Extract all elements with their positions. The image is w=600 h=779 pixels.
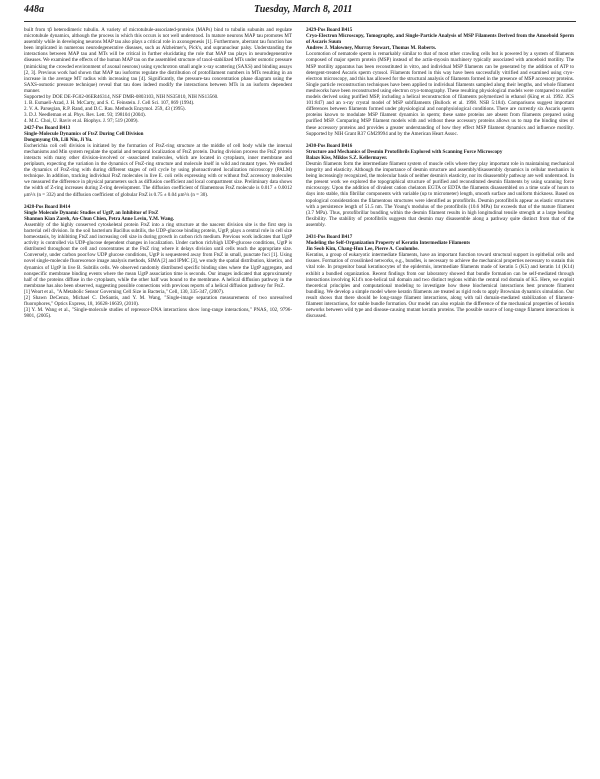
- abstract-authors: Jin Seob Kim, Chang-Hun Lee, Pierre A. Coulombe.: [306, 246, 419, 253]
- abstract-number: 2430-Pos Board B416: [306, 142, 353, 149]
- abstract-authors: Balazs Kiss, Miklos S.Z. Kellermayer.: [306, 154, 388, 161]
- reference: [2] Shawn DeCenzo, Michael C. DeSantis, and Y. M. Wang, "Single-image separation measurements of two unresolved fluorophores," Optics Express, 18, 16628-16639, (2010).: [24, 295, 292, 308]
- abstract-title: Single Molecule Dynamic Studies of UgtP, an Inhibitor of FtsZ: [24, 209, 159, 216]
- abstract-authors: Andrew J. Malowney, Murray Stewart, Thomas M. Roberts.: [306, 45, 437, 52]
- abstract-body: Assembly of the highly conserved cytoskeletal protein FtsZ into a ring structure at the nascent division site is the first step in bacterial cell division. In the soil bacterium Bacillus subtilis, the UDP-glucose binding protein, UgtP, plays a central role in cell size homeostasis, by inhibiting FtsZ and increasing cell size in during growth in carbon rich medium. Previous work indicates that UgtP activity is controlled via UDP-glucose dependent changes in localization. Under carbon rich/high UDP-glucose conditions, UgtP is distributed throughout the cell and concentrates at the FtsZ ring where it delays division until cells reach the appropriate size. Conversely, under carbon poor/low UDP glucose conditions, UgtP is sequestered away from FtsZ in small, punctate foci [1]. Using novel single-molecule fluorescence image analysis methods, SIMA [2] and IPMC [3], we study the spatial distribution, kinetics, and dynamics of UgtP in live B. Subtilis cells. We observed randomly distributed specific binding sites where the UgtP aggregate, and nonspecific membrane binding events where the mean UgtP association time is seconds. Our images indicated that approximately half of the proteins diffuse in the cytoplasm, while the other half was bound to the membrane. A helical diffusion pathway in the membrane has also been observed, suggesting possible connections with previous reports of a helical diffusion pathway for FtsZ.: [24, 221, 292, 289]
- abstract-2428: [24, 204, 292, 320]
- abstract-title: Cryo-Electron Microscopy, Tomography, and Single-Particle Analysis of MSP Filaments Derived from the Amoeboid Sperm of Ascaris Suum: [306, 33, 574, 46]
- abstract-title: Modeling the Self-Organization Property of Keratin Intermediate Filaments: [306, 240, 471, 247]
- abstract-2427: [24, 125, 292, 198]
- abstract-2429: [306, 27, 574, 137]
- abstract-title: Structure and Mechanics of Desmin Protofibrils Explored with Scanning Force Microscopy: [306, 148, 503, 155]
- abstract-authors: Dongmyung Oh, Lili Niu, Ji Yu.: [24, 136, 93, 143]
- continued-abstract-text: built from τβ heterodimeric tubulin. A variety of microtubule-associated-proteins (MAPs) bind to tubulin subunits and regulate microtubule dynamics, although the process in which this occurs is not well understood. In mature neurons MAP tau promotes MT assembly while in developing neurons MAP tau also plays a critical role in axonogenesis [1]. Furthermore, aberrant tau function has been implicated in numerous neurodegenerative diseases, such as Alzheimer's, Pick's, and supranuclear palsy. Understanding the interactions between MAP tau and MTs will be critical in further elucidating the role that MAP tau plays in neurodegenerative diseases. We examined the effects of the human MAP tau on the assembled structure of taxol-stabilized MTs under osmotic pressure (mimicking the crowded environment of axonal neurons) using synchrotron small angle x-ray scattering (SAXS) and binding assays [2, 3]. Previous work had shown that MAP tau isoforms regulate the distribution of protofilament numbers in MTs resulting in an increase in the average MT radius with increasing tau [4]. Significantly, the pressure-tau concentration phase diagram using the SAXS-osmotic pressure technique) reveal that tau does indeed modify the interactions between MTs in an isoform dependent manner.: [24, 27, 292, 94]
- abstract-number: 2429-Pos Board B415: [306, 27, 353, 33]
- reference: [3] Y. M. Wang et al., "Single-molecule studies of repressor-DNA interactions show long-range interactions," PNAS, 102, 9796-9801, (2005).: [24, 307, 292, 320]
- abstract-body: Escherichia coli cell division is initiated by the formation of FtsZ-ring structure at the middle of cell body while the internal mechanisms and Min system regulate the spatial and temporal localization of FtsZ protein. During division process the FtsZ protein interacts with many other division-involved or -associated molecules, which are located in cytoplasm, inner membrane and periplasm, expecting the variation in the dynamics of FtsZ-ring structure and molecule itself in wild and mutant types. We studied the dynamics of FtsZ-ring with during different stages of cell cycle by using photoactivated localization microscopy (PALM) technique. In addition, tracking individual FtsZ molecules in live E. coli cells expressing with or without ftsZ accessory molecules we measured the difference in physical parameters such as diffusion coefficient and local compartment size. Preliminary data shows the width of Z-ring increases during Z-ring development. The diffusion coefficient of filamentous FtsZ molecule is 0.017 ± 0.0012 μm²/s (n = 332) and the diffusion coefficient of globular FtsZ is 0.75 ± 0.04 μm²/s (n = 30).: [24, 142, 292, 198]
- abstract-2431: [306, 234, 574, 319]
- page-number: 448a: [24, 4, 44, 15]
- abstract-2430: [306, 143, 574, 228]
- support-note: Supported by DOE DE-FG02-06ER46314, NSF DMR-0803103, NIH NS35010, NIH NS13560.: [24, 94, 219, 101]
- abstract-body: Locomotion of nematode sperm is remarkably similar to that of most other crawling cells but is powered by a system of filaments composed of major sperm protein (MSP) instead of the actin-myosin machinery typically associated with amoeboid motility. The MSP motility apparatus has been reconstituted in vitro, and individual MSP filaments can be generated by the addition of ATP to detergent-treated Ascaris sperm cytosol. Filaments formed in this way have been successfully vitrified and examined using cryo-electron microscopy, and this has allowed for the structural analysis of filaments formed in the presence of MSP accessory proteins. Single particle reconstruction techniques have been applied to individual filaments sampled along their lengths, and whole filament meshworks have been reconstructed using electron cryo-tomography. These resulting physiological models were compared to earlier models derived using purified MSP, including a helical reconstruction of filaments polymerized in ethanol (King et al. 1992. JCS 101:847) and an x-ray crystal model of MSP subfilaments (Bullock et al. 1998. NSB 5:184). Comparisons suggest important differences between filaments formed under physiological and nonphysiological conditions. There are currently six Ascaris sperm proteins known to modulate MSP filament dynamics in sperm; these same proteins are absent from filaments prepared using purified MSP. Comparing MSP filament models with and without these accessory proteins allows us to map the binding sites of these accessory proteins and provides a greater understanding of how they effect MSP filament dynamics and influence motility. Supported by NIH Grant R37 GM29994 and by the American Heart Assoc.: [306, 51, 574, 137]
- reference: 1. B. Esmaeli-Azad, J. H. McCarty, and S. C. Feinstein. J. Cell Sci. 107, 869 (1994).: [24, 100, 195, 107]
- abstract-number: 2428-Pos Board B414: [24, 203, 71, 210]
- left-column: [24, 27, 292, 325]
- reference: 4. M.C. Choi, U. Raviv et al. Biophys. J. 97; 519 (2009).: [24, 118, 139, 125]
- reference: [1] Weart et al., "A Metabolic Sensor Governing Cell Size in Bacteria," Cell, 130, 335-347, (2007).: [24, 288, 225, 295]
- page-header: [24, 4, 576, 20]
- right-column: [306, 27, 574, 325]
- abstract-authors: Shannon Kian Zareh, An-Chun Chien, Petra Anne Levin, Y.M. Wang.: [24, 215, 175, 222]
- header-rule: [24, 21, 576, 22]
- header-date: Tuesday, March 8, 2011: [254, 4, 353, 15]
- abstract-body: Desmin filaments form the intermediate filament system of muscle cells where they play important role in maintaining mechanical integrity and elasticity. Although the importance of desmin structure and assembly/disassembly dynamics in cellular mechanics is being increasingly recognized, the molecular basis of neither desmin's elasticity, nor its disassembly pathway are well understood. In the present work we explored the topographical structure of purified and reconstituted desmin filaments by using scanning force microscopy. Upon the addition of divalent cation chelators EGTA or EDTA the filaments disassembled on a time scale of hours to days into stable, thin fibrillar components with variable (up to micrometer) length, smooth surface and uniform thickness. Based on topological considerations the filamentous structures were identified as protofibrils. Desmin protofibrils appear as elastic structures with a persistence length of 51.5 nm. The Young's modulus of the protofibrils (10.6 MPa) far exceeds that of the mature filament (3.7 MPa). Thus, protofibrillar bundling within the desmin filament results in high longitudinal tensile strength at a large bending flexibility. The stability of protofibrils suggests that desmin may disassemble along a pathway quite distinct from that of the assembly.: [306, 160, 574, 228]
- reference: 3. D.J. Needleman et al. Phys. Rev. Lett. 93; 198104 (2004).: [24, 112, 146, 119]
- abstract-number: 2431-Pos Board B417: [306, 234, 353, 240]
- reference: 2. V. A. Parsegian, R.P. Rand, and D.C. Rau. Methods Enzymol. 259, 43 (1995).: [24, 106, 186, 113]
- abstract-number: 2427-Pos Board B413: [24, 124, 71, 131]
- abstract-title: Single-Molecule Dynamics of FtsZ During Cell Division: [24, 130, 144, 137]
- abstract-body: Keratins, a group of eukaryotic intermediate filaments, have an important function toward structural support in epithelial cells and tissues. Formation of crosslinked networks, e.g., bundles, is necessary to achieve the mechanical properties necessary to sustain this vital role. In progenitor basal keratinocytes of the epidermis, intermediate filaments made of keratin 5 (K5) and keratin 14 (K14) exhibit a bundled organization. Recent findings from our laboratory showed that bundle formation can be self-mediated through interactions involving K14's non-helical tail domain and two distinct regions within the central rod domain of K5. Here, we exploit theoretical principles and computational modeling to investigate how these biochemical interactions best promote filament bundling. We develop a simple model where keratin filaments are treated as rigid rods to apply Brownian dynamics simulation. Our result shows that there should be long-range filament interactions, along with tail domain-mediated stabilization of filament-filament interactions, for stable bundle formation. Our model can also explain the difference of the mechanical properties of keratin networks between wild type and disease-causing mutant keratin proteins. The possible source of long-range filament interactions is discussed.: [306, 252, 574, 320]
